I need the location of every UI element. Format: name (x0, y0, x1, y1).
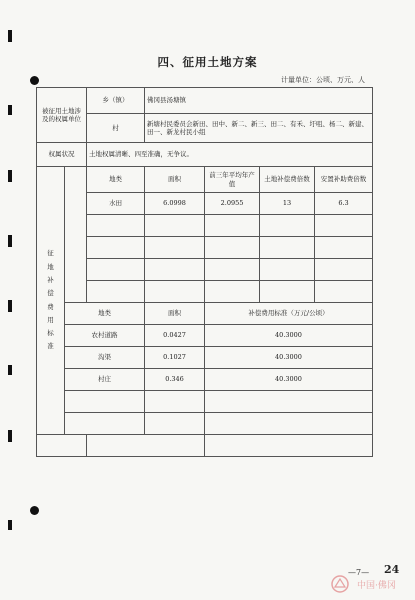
cell (260, 215, 315, 237)
ownership-status-label: 权属状况 (37, 143, 87, 167)
cell: 0.1027 (145, 347, 205, 369)
cell (87, 259, 145, 281)
cell: 0.346 (145, 369, 205, 391)
village-value: 新塘村民委员会新田、田中、新二、新三、田二、有禾、圩咀、杨二、新建、田一、新龙村民小组 (145, 114, 373, 143)
cell (145, 413, 205, 435)
land-acquisition-table (36, 87, 373, 457)
cell: 水田 (87, 193, 145, 215)
town-label: 乡（镇） (87, 88, 145, 114)
binding-mark (8, 170, 12, 182)
watermark-text: 中国·佛冈 (357, 581, 396, 591)
village-label: 村 (87, 114, 145, 143)
watermark-logo-icon (330, 574, 350, 594)
page-number-handwritten: 24 (384, 563, 400, 576)
cell (315, 281, 373, 303)
cell (145, 237, 205, 259)
cell: 40.3000 (205, 325, 373, 347)
cell (205, 391, 373, 413)
cell (260, 281, 315, 303)
cell (260, 237, 315, 259)
cell (65, 391, 145, 413)
table-row (37, 259, 373, 281)
cell (145, 391, 205, 413)
table-row (37, 215, 373, 237)
spacer-cell (65, 167, 87, 303)
col-header-avg-output: 前三年平均年产值 (205, 167, 260, 193)
cell (87, 281, 145, 303)
cell (205, 435, 373, 457)
table-row (37, 435, 373, 457)
punch-hole (30, 506, 39, 515)
table-row (37, 281, 373, 303)
table-row (37, 193, 373, 215)
cell (87, 237, 145, 259)
punch-hole (30, 76, 39, 85)
table-row (37, 391, 373, 413)
page-title: 四、征用土地方案 (157, 55, 258, 69)
cell (205, 259, 260, 281)
cell (87, 435, 205, 457)
table-row (37, 325, 373, 347)
cell (205, 413, 373, 435)
cell: 0.0427 (145, 325, 205, 347)
col-header-standard: 补偿费用标准（万元/公顷） (205, 303, 373, 325)
binding-mark (8, 300, 12, 312)
col-header-land-multiple: 土地补偿费倍数 (260, 167, 315, 193)
cell: 2.0955 (205, 193, 260, 215)
cell (145, 215, 205, 237)
compensation-label-text: 征地补偿费用标准 (47, 249, 54, 351)
cell: 40.3000 (205, 369, 373, 391)
compensation-label (37, 167, 65, 435)
cell (145, 259, 205, 281)
binding-mark (8, 430, 12, 442)
cell (145, 281, 205, 303)
table-row (37, 237, 373, 259)
col-header-landtype-2: 地类 (65, 303, 145, 325)
binding-mark (8, 365, 12, 375)
town-value: 佛冈县汤塘镇 (145, 88, 373, 114)
col-header-resettle-multiple: 安置补助费倍数 (315, 167, 373, 193)
cell (87, 215, 145, 237)
cell (260, 259, 315, 281)
ownership-status-value: 土地权属清晰、四至准确，无争议。 (87, 143, 373, 167)
col-header-area: 面积 (145, 167, 205, 193)
col-header-landtype: 地类 (87, 167, 145, 193)
cell (65, 413, 145, 435)
binding-mark (8, 235, 12, 247)
col-header-area-2: 面积 (145, 303, 205, 325)
cell (205, 237, 260, 259)
unit-note: 计量单位：公顷、万元、人 (281, 76, 365, 84)
cell (315, 215, 373, 237)
ownership-label: 被征用土地涉及的权属单位 (37, 88, 87, 143)
cell: 13 (260, 193, 315, 215)
cell: 农村道路 (65, 325, 145, 347)
cell: 6.3 (315, 193, 373, 215)
cell (315, 237, 373, 259)
binding-mark (8, 105, 12, 115)
cell: 40.3000 (205, 347, 373, 369)
cell: 沟渠 (65, 347, 145, 369)
cell (205, 281, 260, 303)
binding-mark (8, 30, 12, 42)
cell: 6.0998 (145, 193, 205, 215)
table-row (37, 347, 373, 369)
cell (37, 435, 87, 457)
cell (205, 215, 260, 237)
table-row (37, 413, 373, 435)
table-row (37, 369, 373, 391)
binding-mark (8, 520, 12, 530)
cell: 村庄 (65, 369, 145, 391)
page-number: —7— (348, 568, 370, 577)
cell (315, 259, 373, 281)
